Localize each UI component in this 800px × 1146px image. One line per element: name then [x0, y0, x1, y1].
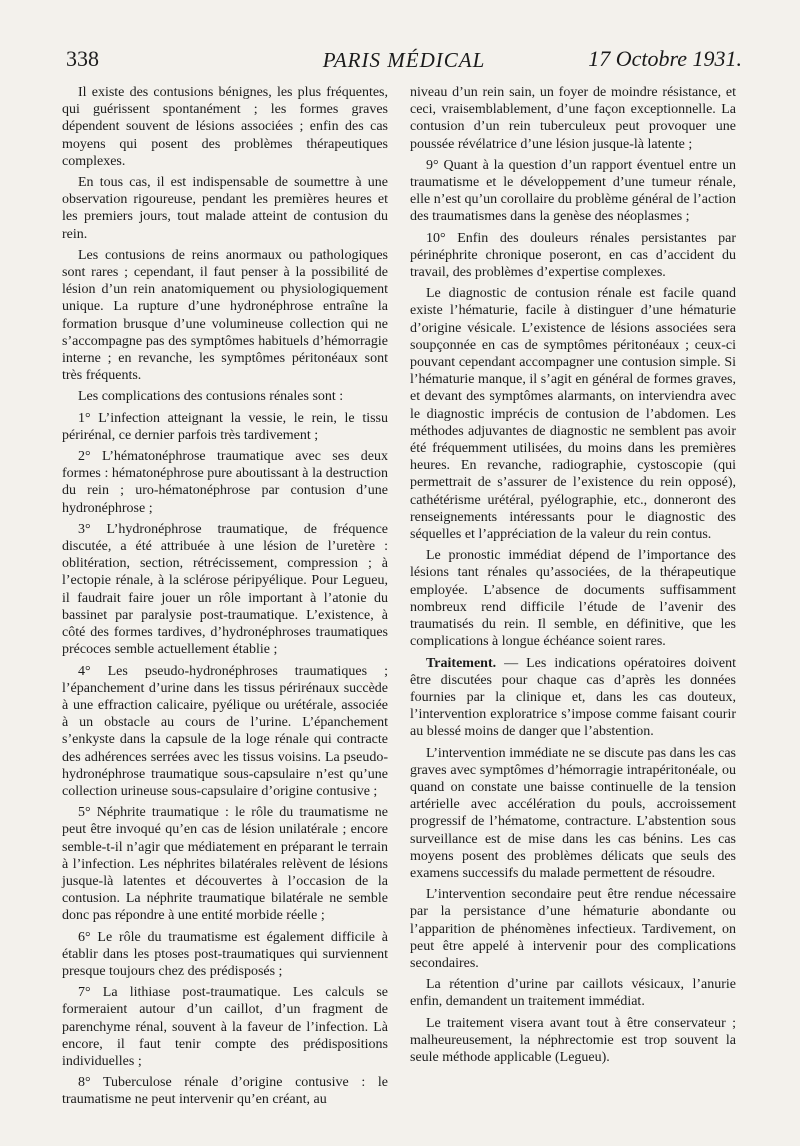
list-item: 7° La lithiase post-traumatique. Les calculs se formeraient autour d’un caillot, d’un fragment de parenchyme rénal, souvent à la faveur de l’infection. Là encore, il faut tenir compte des prédispositions individuelles ;: [62, 985, 388, 1069]
paragraph: L’intervention immédiate ne se discute pas dans les cas graves avec symptômes d’hémorragie intrapéritonéale, ou quand on constate une baisse continuelle de la tension artérielle avec accélération du pouls, accroissement progressif de l’hématome, contracture. L’abstention sous surveillance est de mise dans les cas bénins. Les cas moyens posent des problèmes délicats que seuls des examens successifs du malade permettent de résoudre.: [410, 745, 736, 881]
issue-date: 17 Octobre 1931.: [588, 46, 742, 71]
page-number: 338: [66, 46, 99, 71]
list-item: 3° L’hydronéphrose traumatique, de fréquence discutée, a été attribuée à une lésion de l’uretère : oblitération, section, rétrécissement, compression ; à l’ectopie rénale, à la sclérose péripyélique. Pour Legueu, il faudrait faire jouer un rôle important à l’atonie du bassinet par paralysie post-traumatique. L’existence, à côté des formes tardives, d’hydronéphroses traumatiques précoces semble actuellement établie ;: [62, 521, 388, 658]
paragraph: La rétention d’urine par caillots vésicaux, l’anurie enfin, demandent un traitement immédiat.: [410, 977, 736, 1010]
journal-title: PARIS MÉDICAL: [322, 48, 486, 72]
list-item: 9° Quant à la question d’un rapport éventuel entre un traumatisme et le développement d’une tumeur rénale, elle n’est qu’un corollaire du problème général de l’action des traumatismes dans la genèse des néoplasmes ;: [410, 157, 736, 225]
list-item: 1° L’infection atteignant la vessie, le rein, le tissu périrénal, ce dernier parfois très tardivement ;: [62, 410, 388, 443]
paragraph: Les complications des contusions rénales sont :: [78, 389, 344, 405]
list-item: 5° Néphrite traumatique : le rôle du traumatisme ne peut être invoqué qu’en cas de lésion unilatérale ; encore semble-t-il n’agir que médiatement en préparant le terrain à l’infection. Les néphrites bilatérales relèvent de lésions jusque-là latentes et découvertes à l’occasion de la contusion. La néphrite traumatique bilatérale ne semble donc pas répondre à une entité morbide réelle ;: [62, 805, 388, 924]
paragraph: Il existe des contusions bénignes, les plus fréquentes, qui guérissent spontanément ; les formes graves dépendent souvent de lésions associées ; enfin des cas moyens qui posent des problèmes thérapeutiques complexes.: [62, 85, 388, 169]
paragraph: Les contusions de reins anormaux ou pathologiques sont rares ; cependant, il faut penser à la possibilité de lésion d’un rein anatomiquement ou physiologiquement unique. La rupture d’une hydronéphrose entraîne la formation brusque d’une volumineuse collection qui ne s’accompagne pas des symptômes habituels d’hémorragie interne ; en revanche, les symptômes péritonéaux sont très fréquents.: [62, 247, 388, 384]
paragraph: Le traitement visera avant tout à être conservateur ; malheureusement, la néphrectomie est trop souvent la seule méthode applicable (Legueu).: [410, 1015, 736, 1065]
list-item: 4° Les pseudo-hydronéphroses traumatiques ; l’épanchement d’urine dans les tissus périrénaux succède à une effraction calicaire, pyélique ou urétérale, associée à un obstacle au cours de l’urine. L’épanchement s’enkyste dans la capsule de la loge rénale qui contracte des adhérences serrées avec les tissus voisins. La pseudo-hydronéphrose traumatique sous-capsulaire n’est qu’une collection urineuse sous-capsulaire d’origine contusive ;: [62, 663, 388, 799]
treatment-paragraph: [410, 655, 736, 741]
paragraph-continuation: niveau d’un rein sain, un foyer de moindre résistance, et ceci, vraisemblablement, d’une façon exceptionnelle. La contusion d’un rein tuberculeux peut provoquer une poussée révélatrice d’une lésion jusque-là latente ;: [410, 85, 736, 152]
left-column: [62, 84, 388, 1113]
diagnostic-paragraph: Le diagnostic de contusion rénale est facile quand existe l’hématurie, facile à distinguer d’une hématurie d’origine vésicale. L’existence de lésions associées sera soupçonnée en cas de symptômes péritonéaux ; ceux-ci pouvant cependant accompagner une contusion simple. Si l’hématurie manque, il s’agit en général de formes graves, et devant des symptômes alarmants, on interviendra avec le diagnostic imprécis de contusion de l’abdomen. Les méthodes adjuvantes de diagnostic ne semblent pas avoir été fréquemment utilisées, du moins dans les premières heures. En revanche, radiographie, cystoscopie (qui permettrait de s’assurer de l’existence du rein opposé), cathétérisme urétéral, pyélographie, etc., donneront des renseignements intéressants pour le diagnostic des séquelles et l’appréciation de la valeur du rein contus.: [410, 286, 736, 543]
list-item: 8° Tuberculose rénale d’origine contusive : le traumatisme ne peut intervenir qu’en créant, au: [62, 1075, 388, 1108]
page-header: [66, 46, 742, 76]
list-item: 10° Enfin des douleurs rénales persistantes par périnéphrite chronique poseront, en cas d’accident du travail, des problèmes d’expertise complexes.: [410, 230, 736, 281]
paragraph: L’intervention secondaire peut être rendue nécessaire par la persistance d’une hématurie abondante ou l’apparition de phénomènes infectieux. Tardivement, on peut être appelé à intervenir pour des complications secondaires.: [410, 887, 736, 971]
prognosis-paragraph: Le pronostic immédiat dépend de l’importance des lésions tant rénales qu’associées, de la thérapeutique employée. L’absence de documents suffisamment nombreux rend difficile l’étude de l’avenir des traumatisés du rein. Il semble, en définitive, que les complications à longue échéance soient rares.: [410, 548, 736, 650]
paragraph: En tous cas, il est indispensable de soumettre à une observation rigoureuse, pendant les premières heures et les premiers jours, tout malade atteint de contusion du rein.: [62, 175, 388, 242]
list-item: 6° Le rôle du traumatisme est également difficile à établir dans les ptoses post-traumatiques qui surviennent presque toujours chez des prédisposés ;: [62, 929, 388, 979]
treatment-heading: Traitement.: [426, 655, 497, 671]
treatment-text: — Les indications opératoires doivent être discutées pour chaque cas d’après les données fournies par la clinique et, dans les cas douteux, l’intervention exploratrice s’impose comme faisant courir au blessé moins de danger que l’abstention.: [410, 655, 736, 740]
right-column: [410, 84, 736, 1070]
list-item: 2° L’hématonéphrose traumatique avec ses deux formes : hématonéphrose pure aboutissant à la destruction du rein ; uro-hématonéphrose par contusion d’une hydronéphrose ;: [62, 449, 388, 516]
